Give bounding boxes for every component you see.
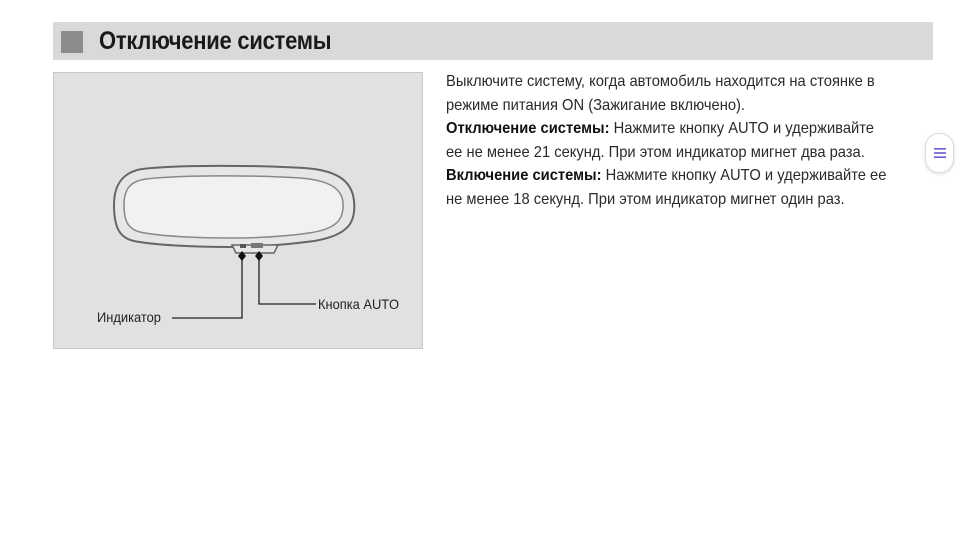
enable-heading: Включение системы: bbox=[446, 167, 602, 184]
enable-line-2: не менее 18 секунд. При этом индикатор мигнет один раз. bbox=[446, 190, 845, 208]
instructions-text bbox=[446, 70, 941, 211]
menu-lines-icon bbox=[933, 147, 947, 159]
intro-line-1: Выключите систему, когда автомобиль находится на стоянке в bbox=[446, 73, 875, 90]
enable-paragraph bbox=[446, 164, 901, 188]
auto-button-shape bbox=[251, 243, 263, 248]
indicator-leader-line bbox=[172, 256, 242, 318]
header-square-marker bbox=[61, 31, 83, 53]
disable-line-2: ее не менее 21 секунд. При этом индикатор мигнет два раза. bbox=[446, 143, 865, 161]
disable-text: Нажмите кнопку AUTO и удерживайте bbox=[609, 120, 874, 137]
side-menu-button[interactable] bbox=[925, 133, 954, 173]
mirror-glass bbox=[124, 176, 343, 238]
indicator-label: Индикатор bbox=[97, 309, 161, 325]
auto-button-label: Кнопка AUTO bbox=[318, 296, 399, 312]
indicator-light bbox=[240, 244, 246, 248]
intro-line-2: режиме питания ON (Зажигание включено). bbox=[446, 96, 746, 114]
section-header bbox=[53, 22, 933, 60]
disable-paragraph bbox=[446, 117, 901, 141]
auto-leader-line bbox=[259, 256, 316, 304]
mirror-illustration bbox=[53, 72, 423, 349]
enable-text: Нажмите кнопку AUTO и удерживайте ее bbox=[601, 167, 887, 184]
page-title: Отключение системы bbox=[99, 27, 332, 55]
disable-heading: Отключение системы: bbox=[446, 120, 610, 137]
